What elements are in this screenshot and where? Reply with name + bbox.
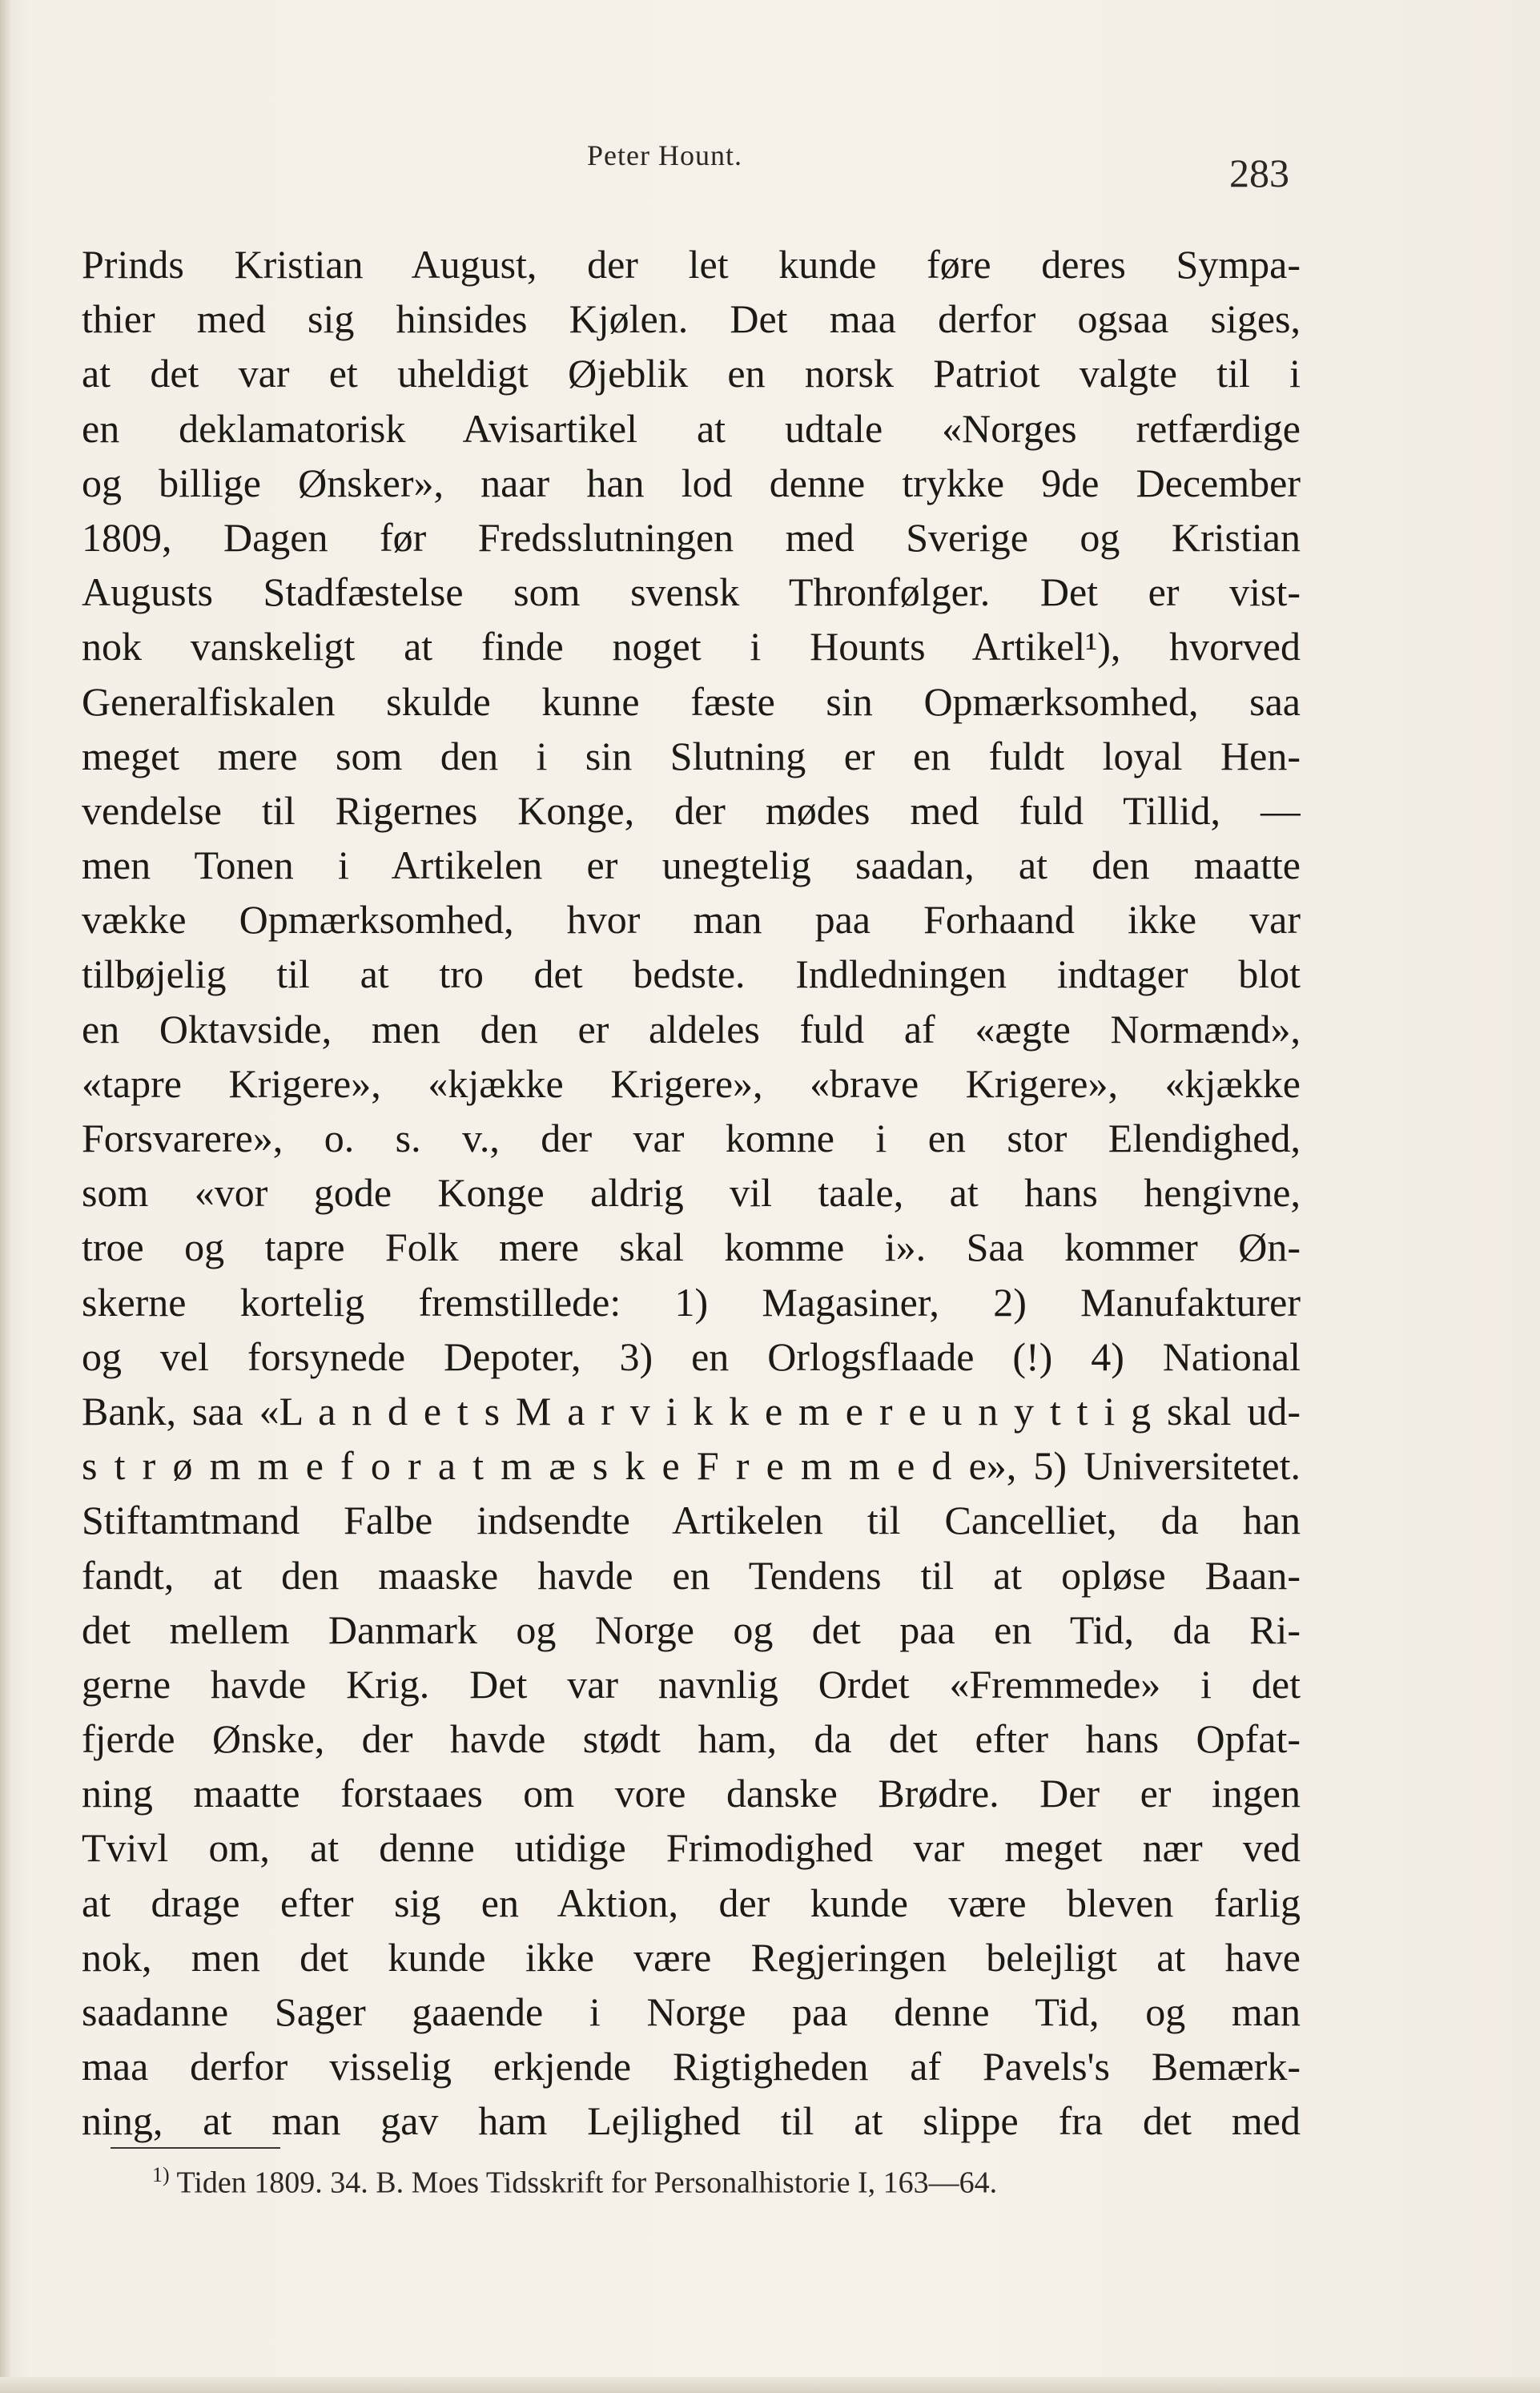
text-line: at drage efter sig en Aktion, der kunde være bleven farlig [82, 1880, 1301, 1925]
text-line: og billige Ønsker», naar han lod denne trykke 9de December [82, 460, 1301, 505]
text-line: Augusts Stadfæstelse som svensk Thronfølger. Det er vist- [82, 569, 1301, 615]
text-line: gerne havde Krig. Det var navnlig Ordet «Fremmede» i det [82, 1661, 1301, 1707]
text-line: nok vanskeligt at finde noget i Hounts Artikel¹), hvorved [82, 624, 1301, 670]
text-line: maa derfor visselig erkjende Rigtigheden af Pavels's Bemærk- [82, 2044, 1301, 2089]
page-binding-edge [0, 0, 11, 2393]
text-line: skerne kortelig fremstillede: 1) Magasiner, 2) Manufakturer [82, 1279, 1301, 1325]
text-line: 1809, Dagen før Fredsslutningen med Sverige og Kristian [82, 514, 1301, 560]
footnote-text: Tiden 1809. 34. B. Moes Tidsskrift for Personalhistorie I, 163—64. [169, 2166, 998, 2200]
running-head: Peter Hount. [587, 139, 742, 171]
text-line: det mellem Danmark og Norge og det paa en Tid, da Ri- [82, 1607, 1301, 1652]
text-line: Stiftamtmand Falbe indsendte Artikelen til Cancelliet, da han [82, 1498, 1301, 1543]
text-line: fandt, at den maaske havde en Tendens til at opløse Baan- [82, 1552, 1301, 1598]
text-line: at det var et uheldigt Øjeblik en norsk Patriot valgte til i [82, 351, 1301, 396]
text-line: en deklamatorisk Avisartikel at udtale «Norges retfærdige [82, 405, 1301, 451]
text-line: Prinds Kristian August, der let kunde føre deres Sympa- [82, 242, 1301, 287]
text-line: ning, at man gav ham Lejlighed til at slippe fra det med [82, 2098, 1301, 2144]
text-line: og vel forsynede Depoter, 3) en Orlogsflaade (!) 4) National [82, 1333, 1301, 1379]
text-line: tilbøjelig til at tro det bedste. Indledningen indtager blot [82, 951, 1301, 997]
text-line: en Oktavside, men den er aldeles fuld af «ægte Normænd», [82, 1006, 1301, 1052]
body-text [82, 237, 1301, 2149]
text-line: vække Opmærksomhed, hvor man paa Forhaand ikke var [82, 897, 1301, 943]
text-line: Bank, saa «L a n d e t s M a r v i k k e m e r e u n y t t i g skal ud- [82, 1388, 1301, 1434]
text-line: nok, men det kunde ikke være Regjeringen belejligt at have [82, 1934, 1301, 1980]
text-line: saadanne Sager gaaende i Norge paa denne Tid, og man [82, 1989, 1301, 2034]
text-line: men Tonen i Artikelen er unegtelig saadan, at den maatte [82, 843, 1301, 888]
page-header [0, 132, 1540, 196]
text-line: s t r ø m m e f o r a t m æ s k e F r e m m e d e», 5) Universitetet. [82, 1443, 1301, 1489]
text-line: Generalfiskalen skulde kunne fæste sin Opmærksomhed, saa [82, 678, 1301, 724]
footnote [152, 2153, 1313, 2206]
text-line: ning maatte forstaaes om vore danske Brødre. Der er ingen [82, 1771, 1301, 1816]
text-line: Tvivl om, at denne utidige Frimodighed var meget nær ved [82, 1825, 1301, 1871]
text-line: «tapre Krigere», «kjække Krigere», «brave Krigere», «kjække [82, 1060, 1301, 1106]
text-line: meget mere som den i sin Slutning er en fuldt loyal Hen- [82, 733, 1301, 778]
text-line: fjerde Ønske, der havde stødt ham, da det efter hans Opfat- [82, 1716, 1301, 1762]
text-line: troe og tapre Folk mere skal komme i». Saa kommer Øn- [82, 1225, 1301, 1270]
text-line: som «vor gode Konge aldrig vil taale, at hans hengivne, [82, 1170, 1301, 1216]
page-number: 283 [1229, 151, 1289, 195]
text-line: thier med sig hinsides Kjølen. Det maa derfor ogsaa siges, [82, 296, 1301, 342]
footnote-divider [111, 2147, 280, 2149]
footnote-marker: 1) [152, 2163, 170, 2186]
text-line: Forsvarere», o. s. v., der var komne i en stor Elendighed, [82, 1116, 1301, 1160]
text-line: vendelse til Rigernes Konge, der mødes med fuld Tillid, — [82, 787, 1301, 833]
page-bottom-edge [0, 2377, 1540, 2393]
